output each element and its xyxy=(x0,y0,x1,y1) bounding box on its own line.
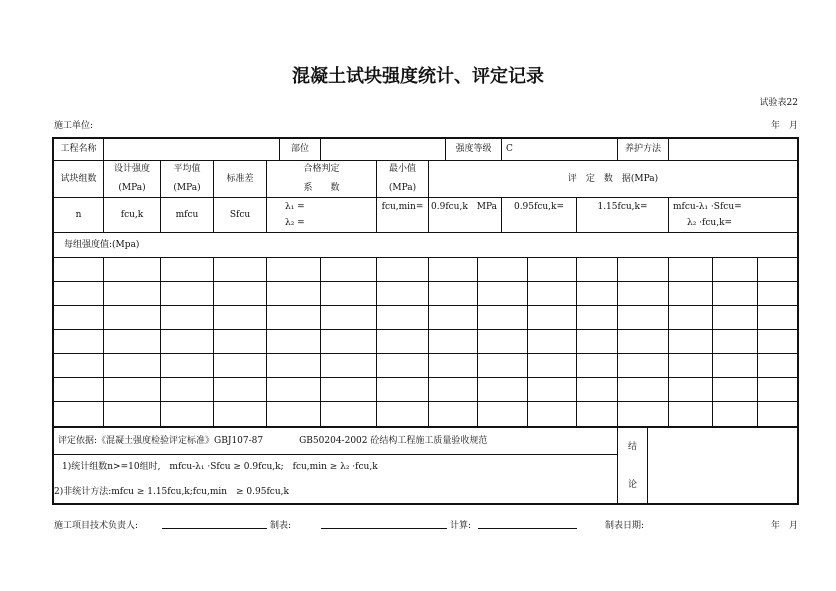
sfcu-cell: Sfcu xyxy=(214,198,267,233)
formula-cell xyxy=(669,198,797,233)
strength-value-cell[interactable] xyxy=(758,402,797,428)
strength-value-cell[interactable] xyxy=(478,258,528,282)
rule-2: 2)非统计方法:mfcu ≥ 1.15fcu,k;fcu,min ≥ 0.95fcu,k xyxy=(54,487,289,497)
strength-value-cell[interactable] xyxy=(528,258,577,282)
strength-value-cell[interactable] xyxy=(321,402,377,428)
strength-value-cell[interactable] xyxy=(161,354,214,378)
grade-field[interactable]: C xyxy=(502,139,618,161)
strength-value-cell[interactable] xyxy=(429,402,478,428)
mfcu-cell: mfcu xyxy=(161,198,214,233)
header-line: 平均值 xyxy=(173,164,201,174)
strength-value-cell[interactable] xyxy=(104,282,161,306)
coefficient-header xyxy=(267,161,377,198)
tabulator-signature-line[interactable] xyxy=(321,528,447,529)
strength-value-cell[interactable] xyxy=(54,378,104,402)
strength-value-cell[interactable] xyxy=(528,378,577,402)
strength-value-cell[interactable] xyxy=(618,306,669,330)
strength-value-cell[interactable] xyxy=(429,354,478,378)
strength-value-cell[interactable] xyxy=(478,402,528,428)
strength-value-cell[interactable] xyxy=(429,306,478,330)
header-line: 设计强度 xyxy=(113,164,150,174)
strength-value-cell[interactable] xyxy=(214,306,267,330)
strength-value-cell[interactable] xyxy=(528,330,577,354)
strength-value-cell[interactable] xyxy=(54,330,104,354)
strength-value-cell[interactable] xyxy=(618,354,669,378)
strength-value-cell[interactable] xyxy=(577,306,618,330)
date-label: 年 月 xyxy=(770,121,798,131)
header-line: 合格判定 xyxy=(303,164,340,174)
strength-value-cell[interactable] xyxy=(321,378,377,402)
strength-value-cell[interactable] xyxy=(618,258,669,282)
project-name-label: 工程名称 xyxy=(54,139,104,161)
strength-value-cell[interactable] xyxy=(429,258,478,282)
tech-lead-label: 施工项目技术负责人: xyxy=(54,521,139,531)
strength-value-cell[interactable] xyxy=(758,282,797,306)
strength-value-cell[interactable] xyxy=(478,378,528,402)
header-line: 最小值 xyxy=(388,164,416,174)
footer-year-month: 年 月 xyxy=(770,521,798,531)
std-dev-header: 标准差 xyxy=(214,161,267,198)
n-cell: n xyxy=(54,198,104,233)
strength-value-cell[interactable] xyxy=(758,258,797,282)
strength-value-cell[interactable] xyxy=(528,282,577,306)
project-name-field[interactable] xyxy=(104,139,280,161)
p095-cell: 0.95fcu,k= xyxy=(502,198,577,233)
strength-value-cell[interactable] xyxy=(669,354,713,378)
strength-value-cell[interactable] xyxy=(758,330,797,354)
strength-value-cell[interactable] xyxy=(321,258,377,282)
curing-label: 养护方法 xyxy=(618,139,669,161)
fcumin-cell: fcu,min= xyxy=(377,198,429,233)
strength-value-cell[interactable] xyxy=(214,354,267,378)
strength-value-cell[interactable] xyxy=(577,282,618,306)
strength-value-cell[interactable] xyxy=(267,402,321,428)
strength-value-cell[interactable] xyxy=(377,282,429,306)
strength-value-cell[interactable] xyxy=(758,378,797,402)
strength-value-cell[interactable] xyxy=(214,378,267,402)
strength-value-cell[interactable] xyxy=(54,258,104,282)
header-unit: (MPa) xyxy=(118,183,146,193)
strength-value-cell[interactable] xyxy=(214,258,267,282)
strength-value-cell[interactable] xyxy=(713,378,758,402)
strength-value-cell[interactable] xyxy=(669,402,713,428)
strength-value-cell[interactable] xyxy=(618,282,669,306)
header-line: 系 数 xyxy=(303,183,340,193)
strength-value-cell[interactable] xyxy=(758,306,797,330)
strength-value-cell[interactable] xyxy=(377,378,429,402)
strength-value-cell[interactable] xyxy=(377,402,429,428)
fcuk-cell: fcu,k xyxy=(104,198,161,233)
strength-value-cell[interactable] xyxy=(429,282,478,306)
strength-value-cell[interactable] xyxy=(161,306,214,330)
eval-data-header: 评 定 数 据(MPa) xyxy=(429,161,797,198)
strength-value-cell[interactable] xyxy=(478,330,528,354)
header-unit: (MPa) xyxy=(173,183,201,193)
grade-label: 强度等级 xyxy=(446,139,502,161)
strength-value-cell[interactable] xyxy=(577,378,618,402)
rules-cell xyxy=(54,455,618,505)
date-prepared-label: 制表日期: xyxy=(605,521,645,531)
strength-value-cell[interactable] xyxy=(429,330,478,354)
strength-value-cell[interactable] xyxy=(377,330,429,354)
strength-value-cell[interactable] xyxy=(161,330,214,354)
strength-value-cell[interactable] xyxy=(528,306,577,330)
strength-value-cell[interactable] xyxy=(267,258,321,282)
strength-value-cell[interactable] xyxy=(528,354,577,378)
formula1: mfcu-λ₁ ·Sfcu= xyxy=(673,202,742,212)
strength-value-cell[interactable] xyxy=(104,402,161,428)
p09-cell: 0.9fcu,k MPa xyxy=(429,198,502,233)
strength-value-cell[interactable] xyxy=(669,306,713,330)
strength-value-cell[interactable] xyxy=(377,258,429,282)
tabulator-label: 制表: xyxy=(270,521,292,531)
lambda1: λ₁ = xyxy=(285,202,305,212)
strength-value-cell[interactable] xyxy=(161,282,214,306)
strength-value-cell[interactable] xyxy=(161,378,214,402)
strength-value-cell[interactable] xyxy=(54,282,104,306)
strength-value-cell[interactable] xyxy=(577,402,618,428)
strength-value-cell[interactable] xyxy=(429,378,478,402)
strength-value-cell[interactable] xyxy=(713,402,758,428)
min-header xyxy=(377,161,429,198)
strength-value-cell[interactable] xyxy=(104,306,161,330)
conclusion-char: 论 xyxy=(627,480,637,491)
strength-value-cell[interactable] xyxy=(161,402,214,428)
strength-value-cell[interactable] xyxy=(321,282,377,306)
part-label: 部位 xyxy=(280,139,321,161)
strength-value-cell[interactable] xyxy=(54,306,104,330)
strength-value-cell[interactable] xyxy=(528,402,577,428)
strength-value-cell[interactable] xyxy=(577,330,618,354)
strength-value-cell[interactable] xyxy=(267,306,321,330)
strength-value-cell[interactable] xyxy=(214,402,267,428)
design-strength-header xyxy=(104,161,161,198)
average-header xyxy=(161,161,214,198)
strength-value-cell[interactable] xyxy=(321,330,377,354)
strength-value-cell[interactable] xyxy=(104,354,161,378)
strength-value-cell[interactable] xyxy=(669,330,713,354)
basis-text: 评定依据:《混凝土强度检验评定标准》GBJ107-87 GB50204-2002 砼结构工程施工质量验收规范 xyxy=(54,428,618,455)
p115-cell: 1.15fcu,k= xyxy=(577,198,669,233)
strength-value-cell[interactable] xyxy=(478,306,528,330)
strength-value-cell[interactable] xyxy=(54,354,104,378)
strength-value-cell[interactable] xyxy=(713,354,758,378)
strength-value-cell[interactable] xyxy=(267,330,321,354)
strength-value-cell[interactable] xyxy=(669,282,713,306)
lambda-cell xyxy=(267,198,377,233)
tech-lead-signature-line[interactable] xyxy=(162,528,267,529)
strength-value-cell[interactable] xyxy=(618,378,669,402)
strength-value-cell[interactable] xyxy=(713,306,758,330)
conclusion-char: 结 xyxy=(627,441,637,452)
calc-signature-line[interactable] xyxy=(478,528,577,529)
strength-value-cell[interactable] xyxy=(377,354,429,378)
strength-value-cell[interactable] xyxy=(577,354,618,378)
form-number: 试验表22 xyxy=(759,98,798,108)
strength-value-cell[interactable] xyxy=(104,330,161,354)
conclusion-field[interactable] xyxy=(648,428,797,505)
group-values-label: 每组强度值:(Mpa) xyxy=(54,233,797,258)
strength-value-cell[interactable] xyxy=(669,258,713,282)
unit-label: 施工单位: xyxy=(54,121,94,131)
strength-value-cell[interactable] xyxy=(267,282,321,306)
strength-value-cell[interactable] xyxy=(267,354,321,378)
calc-label: 计算: xyxy=(450,521,472,531)
strength-value-cell[interactable] xyxy=(478,282,528,306)
strength-value-cell[interactable] xyxy=(161,258,214,282)
rule-1: 1)统计组数n>=10组时, mfcu-λ₁ ·Sfcu ≥ 0.9fcu,k; fcu,min ≥ λ₂ ·fcu,k xyxy=(62,462,378,472)
header-unit: (MPa) xyxy=(388,183,417,193)
strength-value-cell[interactable] xyxy=(214,330,267,354)
strength-value-cell[interactable] xyxy=(577,258,618,282)
groups-header: 试块组数 xyxy=(54,161,104,198)
strength-value-cell[interactable] xyxy=(377,306,429,330)
page-title: 混凝土试块强度统计、评定记录 xyxy=(292,66,544,87)
strength-value-cell[interactable] xyxy=(618,330,669,354)
strength-value-cell[interactable] xyxy=(267,378,321,402)
curing-field[interactable] xyxy=(669,139,797,161)
strength-value-cell[interactable] xyxy=(758,354,797,378)
strength-value-cell[interactable] xyxy=(713,258,758,282)
strength-value-cell[interactable] xyxy=(104,378,161,402)
strength-value-cell[interactable] xyxy=(321,306,377,330)
strength-value-cell[interactable] xyxy=(713,282,758,306)
strength-value-cell[interactable] xyxy=(214,282,267,306)
strength-value-cell[interactable] xyxy=(618,402,669,428)
formula2: λ₂ ·fcu,k= xyxy=(687,218,733,228)
strength-value-cell[interactable] xyxy=(104,258,161,282)
strength-value-cell[interactable] xyxy=(713,330,758,354)
strength-value-cell[interactable] xyxy=(478,354,528,378)
strength-value-cell[interactable] xyxy=(54,402,104,428)
part-field[interactable] xyxy=(321,139,446,161)
conclusion-label xyxy=(618,428,648,505)
strength-value-cell[interactable] xyxy=(669,378,713,402)
strength-value-cell[interactable] xyxy=(321,354,377,378)
lambda2: λ₂ = xyxy=(285,218,305,228)
